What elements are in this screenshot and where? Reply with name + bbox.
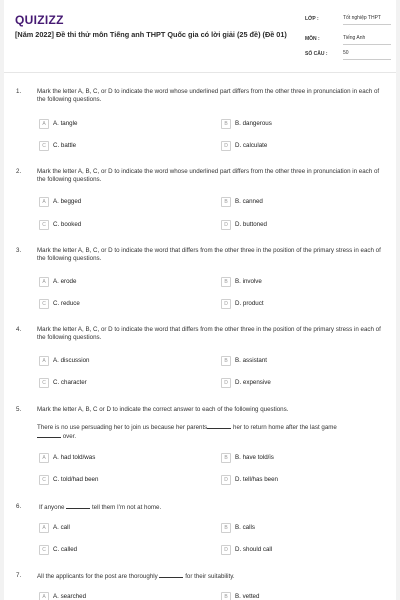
worksheet-page (4, 0, 396, 600)
meta-label: LỚP : (305, 16, 319, 22)
answer-blank (37, 432, 61, 438)
answer-blank (66, 503, 90, 509)
option-letter-box: B (221, 523, 231, 533)
option-text: A. tangle (53, 120, 78, 127)
sentence-part: tell them I'm not at home. (91, 504, 162, 511)
option-text: A. begged (53, 198, 82, 205)
option-text: D. expensive (235, 379, 271, 386)
page-title: [Năm 2022] Đề thi thử môn Tiếng anh THPT Quốc gia có lời giải (25 đề) (Đề 01) (15, 30, 287, 39)
option-letter-box: B (221, 119, 231, 129)
option-letter-box: D (221, 378, 231, 388)
option-letter-box: A (39, 119, 49, 129)
option-text: C. battle (53, 142, 77, 149)
meta-label: MÔN : (305, 36, 320, 42)
option-text: A. discussion (53, 357, 90, 364)
worksheet-header (4, 0, 396, 73)
option-text: A. had told/was (53, 454, 96, 461)
option-text: B. vetted (235, 593, 260, 600)
question-text: Mark the letter A, B, C, or D to indicate the word that differs from the other three in the position of the primary stress in each of the following questions. (37, 326, 381, 342)
option-letter-box: A (39, 523, 49, 533)
question-text: Mark the letter A, B, C, or D to indicate the word whose underlined part differs from the other three in pronunciation in each of the following questions. (37, 168, 380, 184)
sentence-part: for their suitability. (185, 573, 235, 580)
option-text: C. called (53, 546, 78, 553)
option-text: D. should call (235, 546, 273, 553)
option-letter-box: A (39, 453, 49, 463)
sentence-part: There is no use persuading her to join us because her parents (37, 424, 208, 431)
sentence-part: All the applicants for the post are thoroughly (37, 573, 158, 580)
question-sentence (37, 423, 377, 442)
option-text: C. booked (53, 221, 82, 228)
meta-row-count (305, 49, 393, 64)
meta-value: Tiếng Anh (343, 34, 391, 45)
question-number: 5. (16, 406, 22, 413)
meta-row-subject (305, 34, 393, 49)
meta-value: 50 (343, 49, 391, 60)
option-text: B. dangerous (235, 120, 272, 127)
option-text: D. buttoned (235, 221, 267, 228)
option-text: D. calculate (235, 142, 268, 149)
quizizz-logo: QUIZIZZ (15, 13, 64, 27)
option-letter-box: B (221, 197, 231, 207)
option-letter-box: B (221, 453, 231, 463)
option-text: C. character (53, 379, 87, 386)
option-text: C. told/had been (53, 476, 99, 483)
option-letter-box: B (221, 592, 231, 600)
option-letter-box: D (221, 299, 231, 309)
option-letter-box: A (39, 592, 49, 600)
question-text (39, 503, 391, 512)
option-text: B. canned (235, 198, 263, 205)
question-text (37, 572, 389, 581)
meta-value: Tốt nghiệp THPT (343, 14, 391, 25)
question-text: Mark the letter A, B, C, or D to indicate the word that differs from the other three in the position of the primary stress in each of the following questions. (37, 247, 381, 263)
option-text: A. call (53, 524, 70, 531)
question-number: 6. (16, 503, 22, 510)
question-text: Mark the letter A, B, C, or D to indicate the word whose underlined part differs from the other three in pronunciation in each of the following questions. (37, 88, 380, 104)
meta-row-class (305, 14, 393, 34)
option-letter-box: A (39, 197, 49, 207)
option-text: A. erode (53, 278, 77, 285)
option-letter-box: C (39, 378, 49, 388)
option-text: D. tell/has been (235, 476, 278, 483)
option-letter-box: A (39, 277, 49, 287)
option-letter-box: D (221, 220, 231, 230)
meta-label: SỐ CÂU : (305, 51, 328, 57)
option-letter-box: C (39, 299, 49, 309)
option-text: A. searched (53, 593, 87, 600)
option-text: B. calls (235, 524, 255, 531)
option-letter-box: C (39, 141, 49, 151)
option-text: B. have told/is (235, 454, 274, 461)
option-letter-box: C (39, 545, 49, 555)
option-text: C. reduce (53, 300, 80, 307)
answer-blank (159, 572, 183, 578)
option-letter-box: D (221, 475, 231, 485)
option-letter-box: B (221, 356, 231, 366)
question-number: 1. (16, 88, 22, 95)
question-number: 2. (16, 168, 22, 175)
sentence-part: her to return home after the last game (233, 424, 337, 431)
question-text: Mark the letter A, B, C or D to indicate the correct answer to each of the following questions. (37, 406, 289, 413)
answer-blank (207, 423, 231, 429)
question-number: 3. (16, 247, 22, 254)
option-letter-box: A (39, 356, 49, 366)
option-letter-box: C (39, 220, 49, 230)
option-letter-box: C (39, 475, 49, 485)
question-number: 4. (16, 326, 22, 333)
option-text: B. involve (235, 278, 262, 285)
option-letter-box: D (221, 141, 231, 151)
meta-panel (305, 14, 393, 64)
question-number: 7. (16, 572, 22, 579)
sentence-part: If anyone (39, 504, 65, 511)
option-text: D. product (235, 300, 264, 307)
option-letter-box: B (221, 277, 231, 287)
sentence-part: over. (62, 433, 77, 441)
option-text: B. assistant (235, 357, 267, 364)
option-letter-box: D (221, 545, 231, 555)
